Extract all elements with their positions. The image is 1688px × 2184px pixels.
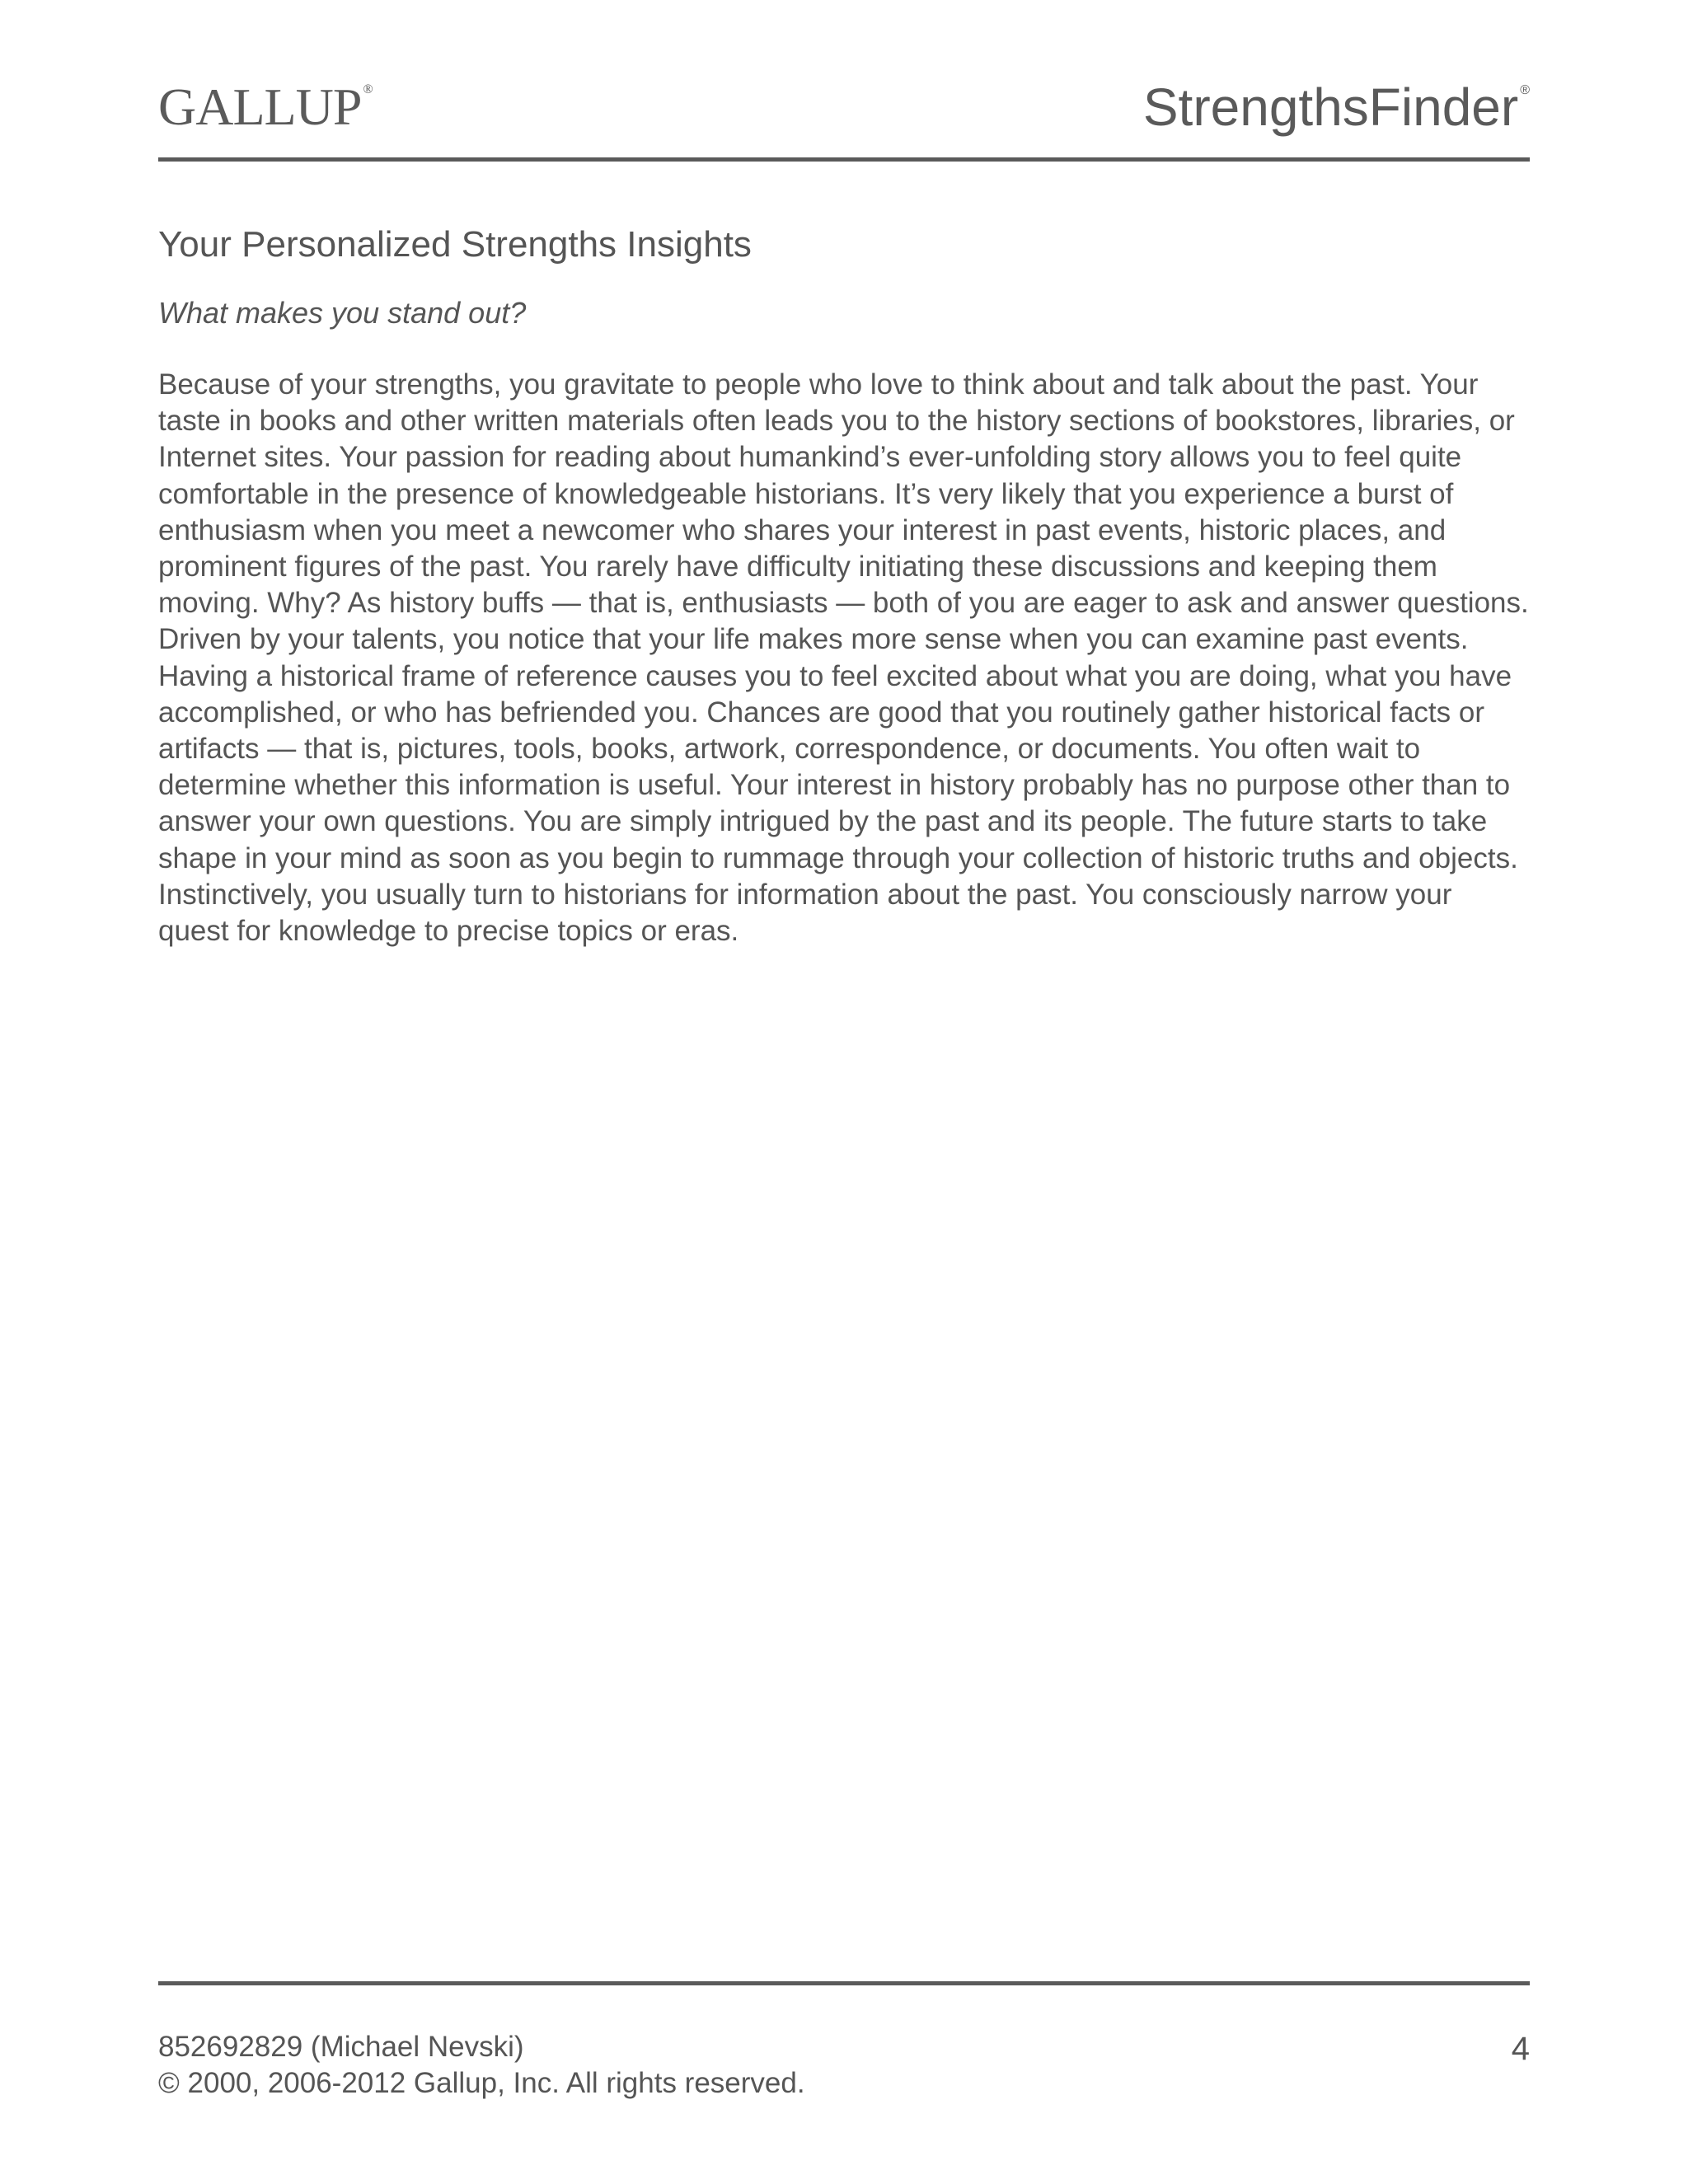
gallup-logo-text: GALLUP	[158, 77, 362, 136]
page-footer	[158, 2029, 1530, 2102]
page-header	[158, 74, 1530, 160]
strengthsfinder-logo-text: StrengthsFinder	[1142, 77, 1519, 137]
page-number: 4	[1511, 2031, 1530, 2067]
strengthsfinder-registered-mark: ®	[1520, 82, 1530, 97]
section-subtitle: What makes you stand out?	[158, 296, 527, 330]
header-divider	[158, 157, 1530, 162]
page-title: Your Personalized Strengths Insights	[158, 224, 752, 265]
gallup-logo	[158, 77, 373, 136]
copyright-line: © 2000, 2006-2012 Gallup, Inc. All rights reserved.	[158, 2067, 805, 2099]
insights-section	[158, 223, 1530, 949]
footer-divider	[158, 1981, 1530, 1985]
strengthsfinder-logo	[1142, 77, 1530, 137]
gallup-registered-mark: ®	[363, 82, 373, 96]
insights-paragraph: Because of your strengths, you gravitate to people who love to think about and talk about the past. Your taste in books and other written materials often leads you to the history sections of bookstores, libraries, or Internet sites. Your passion for reading about humankind’s ever-unfolding story allows you to feel quite comfortable in the presence of knowledgeable historians. It’s very likely that you experience a burst of enthusiasm when you meet a newcomer who shares your interest in past events, historic places, and prominent figures of the past. You rarely have difficulty initiating these discussions and keeping them moving. Why? As history buffs — that is, enthusiasts — both of you are eager to ask and answer questions. Driven by your talents, you notice that your life makes more sense when you can examine past events. Having a historical frame of reference causes you to feel excited about what you are doing, what you have accomplished, or who has befriended you. Chances are good that you routinely gather historical facts or artifacts — that is, pictures, tools, books, artwork, correspondence, or documents. You often wait to determine whether this information is useful. Your interest in history probably has no purpose other than to answer your own questions. You are simply intrigued by the past and its people. The future starts to take shape in your mind as soon as you begin to rummage through your collection of historic truths and objects. Instinctively, you usually turn to historians for information about the past. You consciously narrow your quest for knowledge to precise topics or eras.	[158, 368, 1529, 948]
user-id-line: 852692829 (Michael Nevski)	[158, 2031, 524, 2063]
